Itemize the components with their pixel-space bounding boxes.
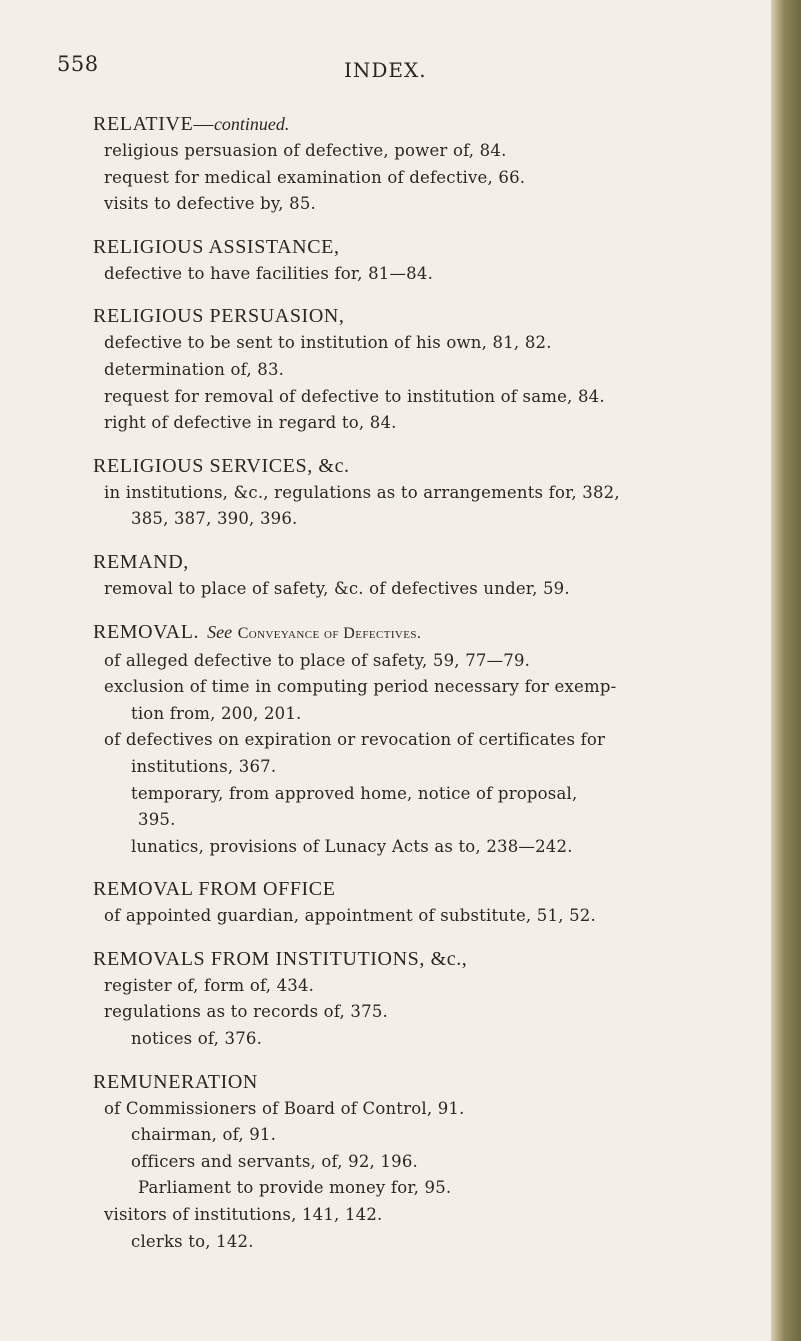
entry-line: visitors of institutions, 141, 142.: [104, 1205, 383, 1225]
entry-heading: REMOVAL FROM OFFICE: [93, 878, 336, 901]
entry-heading: RELIGIOUS ASSISTANCE,: [93, 235, 340, 258]
entry-heading: [93, 618, 760, 648]
heading-see: See: [207, 621, 233, 642]
page-number: 558: [57, 52, 99, 76]
index-entry-religious-persuasion: [0, 302, 760, 436]
index-entry-remand: [0, 548, 760, 603]
index-entry-removal-from-office: [0, 875, 760, 930]
page-edge-shadow: [771, 0, 801, 1341]
heading-text: RELATIVE—: [93, 113, 214, 135]
entry-line: clerks to, 142.: [131, 1231, 254, 1251]
entry-line: Parliament to provide money for, 95.: [138, 1178, 452, 1198]
entry-line: chairman, of, 91.: [131, 1125, 277, 1145]
entry-heading: REMAND,: [93, 550, 189, 573]
entry-line: exclusion of time in computing period necessary for exemp-: [104, 677, 617, 697]
entry-line: in institutions, &c., regulations as to arrangements for, 382,: [104, 482, 620, 502]
entry-line: tion from, 200, 201.: [131, 703, 302, 723]
entry-heading: RELIGIOUS SERVICES, &c.: [93, 454, 350, 477]
entry-line: register of, form of, 434.: [104, 975, 315, 995]
entry-line: religious persuasion of defective, power of, 84.: [104, 141, 507, 160]
entry-line: defective to be sent to institution of his own, 81, 82.: [104, 333, 552, 353]
entry-line: lunatics, provisions of Lunacy Acts as to, 238—242.: [131, 836, 573, 856]
entry-line: regulations as to records of, 375.: [104, 1002, 388, 1022]
heading-cross-reference: Conveyance of Defectives.: [237, 624, 422, 642]
entry-line: of defectives on expiration or revocation of certificates for: [104, 730, 606, 750]
entry-line: of Commissioners of Board of Control, 91.: [104, 1098, 465, 1118]
running-head: INDEX.: [344, 58, 427, 82]
index-entry-remuneration: [0, 1068, 760, 1256]
entry-line: 385, 387, 390, 396.: [131, 509, 298, 529]
entry-line: request for removal of defective to institution of same, 84.: [104, 386, 605, 406]
entry-line: visits to defective by, 85.: [104, 194, 316, 214]
entry-line: removal to place of safety, &c. of defectives under, 59.: [104, 578, 570, 598]
heading-continued: continued.: [213, 114, 290, 134]
index-entry-removals-from-institutions: [0, 945, 760, 1053]
index-entry-removal: [0, 618, 760, 861]
entry-heading: REMUNERATION: [93, 1070, 258, 1093]
entry-line: notices of, 376.: [131, 1029, 263, 1049]
entry-heading: REMOVALS FROM INSTITUTIONS, &c.,: [93, 947, 468, 970]
index-entry-religious-services: [0, 452, 760, 533]
entry-heading: [93, 110, 760, 138]
index-entry-religious-assistance: [0, 233, 760, 288]
entry-line: of alleged defective to place of safety, 59, 77—79.: [104, 650, 531, 670]
page-header: [0, 52, 770, 82]
entry-line: request for medical examination of defective, 66.: [104, 167, 526, 187]
entry-heading: RELIGIOUS PERSUASION,: [93, 305, 345, 328]
index-entry-relative: [0, 110, 760, 218]
index-entries: [0, 110, 760, 1270]
entry-line: 395.: [138, 810, 176, 830]
entry-line: of appointed guardian, appointment of substitute, 51, 52.: [104, 906, 596, 926]
entry-line: officers and servants, of, 92, 196.: [131, 1151, 418, 1171]
entry-line: right of defective in regard to, 84.: [104, 413, 397, 433]
heading-text: REMOVAL.: [93, 620, 200, 643]
entry-line: institutions, 367.: [131, 756, 277, 776]
entry-line: defective to have facilities for, 81—84.: [104, 263, 434, 283]
entry-line: determination of, 83.: [104, 359, 285, 379]
entry-line: temporary, from approved home, notice of proposal,: [131, 783, 578, 803]
